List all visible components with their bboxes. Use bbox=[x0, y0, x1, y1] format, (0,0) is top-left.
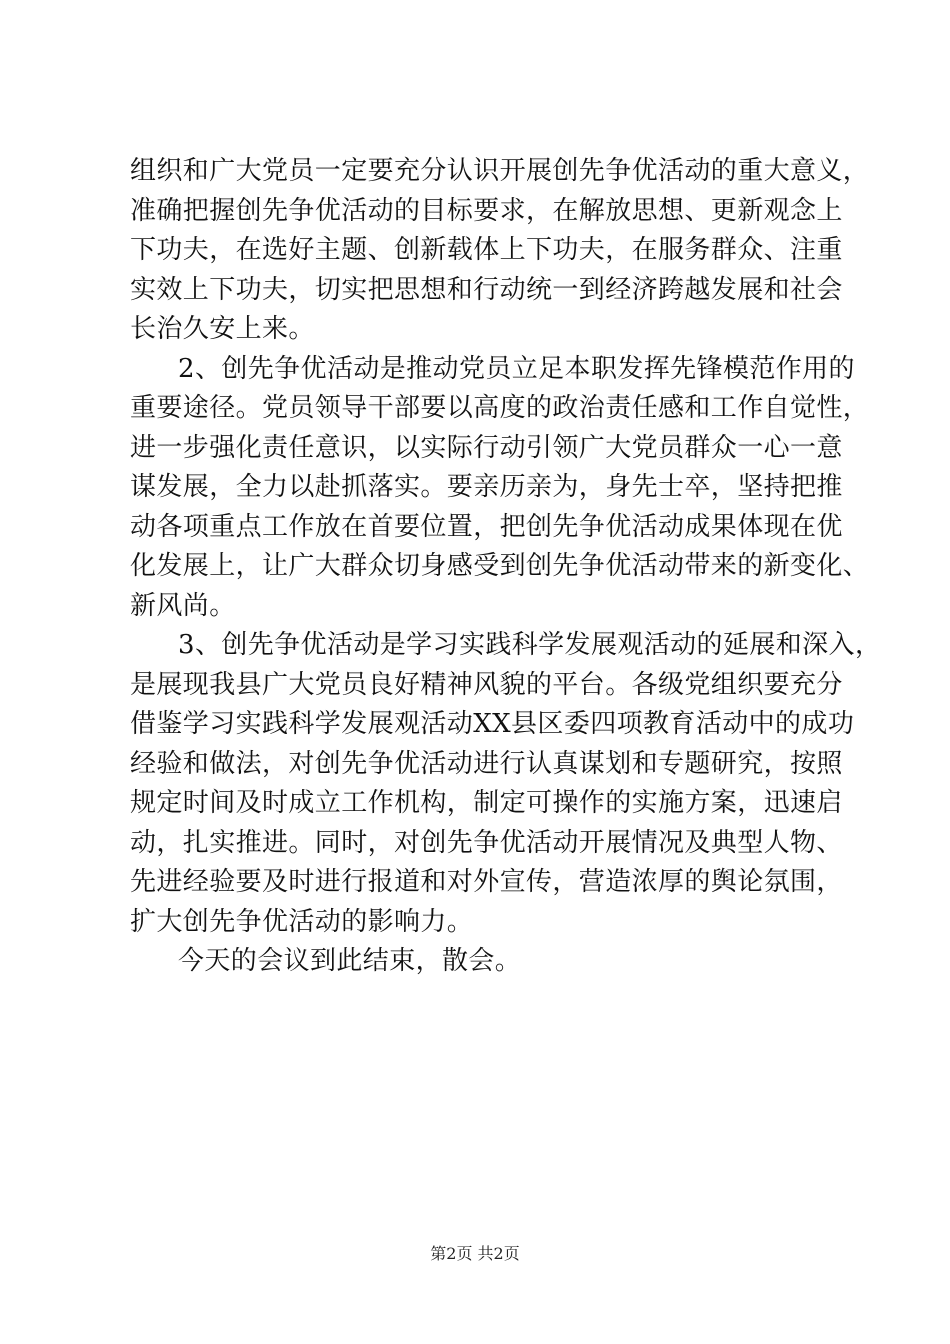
paragraph-line: 规定时间及时成立工作机构，制定可操作的实施方案，迅速启 bbox=[130, 788, 843, 818]
paragraph-line: 组织和广大党员一定要充分认识开展创先争优活动的重大意义， bbox=[130, 156, 870, 186]
paragraph-line: 先进经验要及时进行报道和对外宣传，营造浓厚的舆论氛围， bbox=[130, 867, 843, 897]
paragraph-line: 重要途径。党员领导干部要以高度的政治责任感和工作自觉性， bbox=[130, 393, 870, 423]
paragraph-line: 新风尚。 bbox=[130, 590, 236, 621]
closing-line: 今天的会议到此结束，散会。 bbox=[178, 946, 522, 976]
paragraph-line: 是展现我县广大党员良好精神风貌的平台。各级党组织要充分 bbox=[130, 669, 843, 700]
document-body bbox=[130, 152, 882, 982]
paragraph-line: 动各项重点工作放在首要位置，把创先争优活动成果体现在优 bbox=[130, 511, 843, 542]
paragraph-line: 化发展上，让广大群众切身感受到创先争优活动带来的新变化、 bbox=[130, 551, 870, 581]
paragraph-line: 准确把握创先争优活动的目标要求，在解放思想、更新观念上 bbox=[130, 195, 843, 226]
paragraph-line: 谋发展，全力以赴抓落实。要亲历亲为，身先士卒，坚持把推 bbox=[130, 472, 843, 502]
paragraph-line: 动，扎实推进。同时，对创先争优活动开展情况及典型人物、 bbox=[130, 827, 843, 858]
paragraph-line: 进一步强化责任意识，以实际行动引领广大党员群众一心一意 bbox=[130, 432, 843, 463]
paragraph-line: 借鉴学习实践科学发展观活动XX县区委四项教育活动中的成功 bbox=[130, 709, 855, 739]
paragraph-line: 2、创先争优活动是推动党员立足本职发挥先锋模范作用的 bbox=[178, 353, 855, 384]
page-number-footer: 第2页 共2页 bbox=[430, 1244, 520, 1263]
paragraph-line: 下功夫，在选好主题、创新载体上下功夫，在服务群众、注重 bbox=[130, 235, 843, 265]
paragraph-line: 长治久安上来。 bbox=[130, 314, 315, 344]
paragraph-line: 3、创先争优活动是学习实践科学发展观活动的延展和深入， bbox=[178, 630, 882, 660]
paragraph-line: 经验和做法，对创先争优活动进行认真谋划和专题研究，按照 bbox=[130, 748, 843, 779]
paragraph-line: 扩大创先争优活动的影响力。 bbox=[130, 906, 474, 937]
paragraph-line: 实效上下功夫，切实把思想和行动统一到经济跨越发展和社会 bbox=[130, 274, 843, 305]
